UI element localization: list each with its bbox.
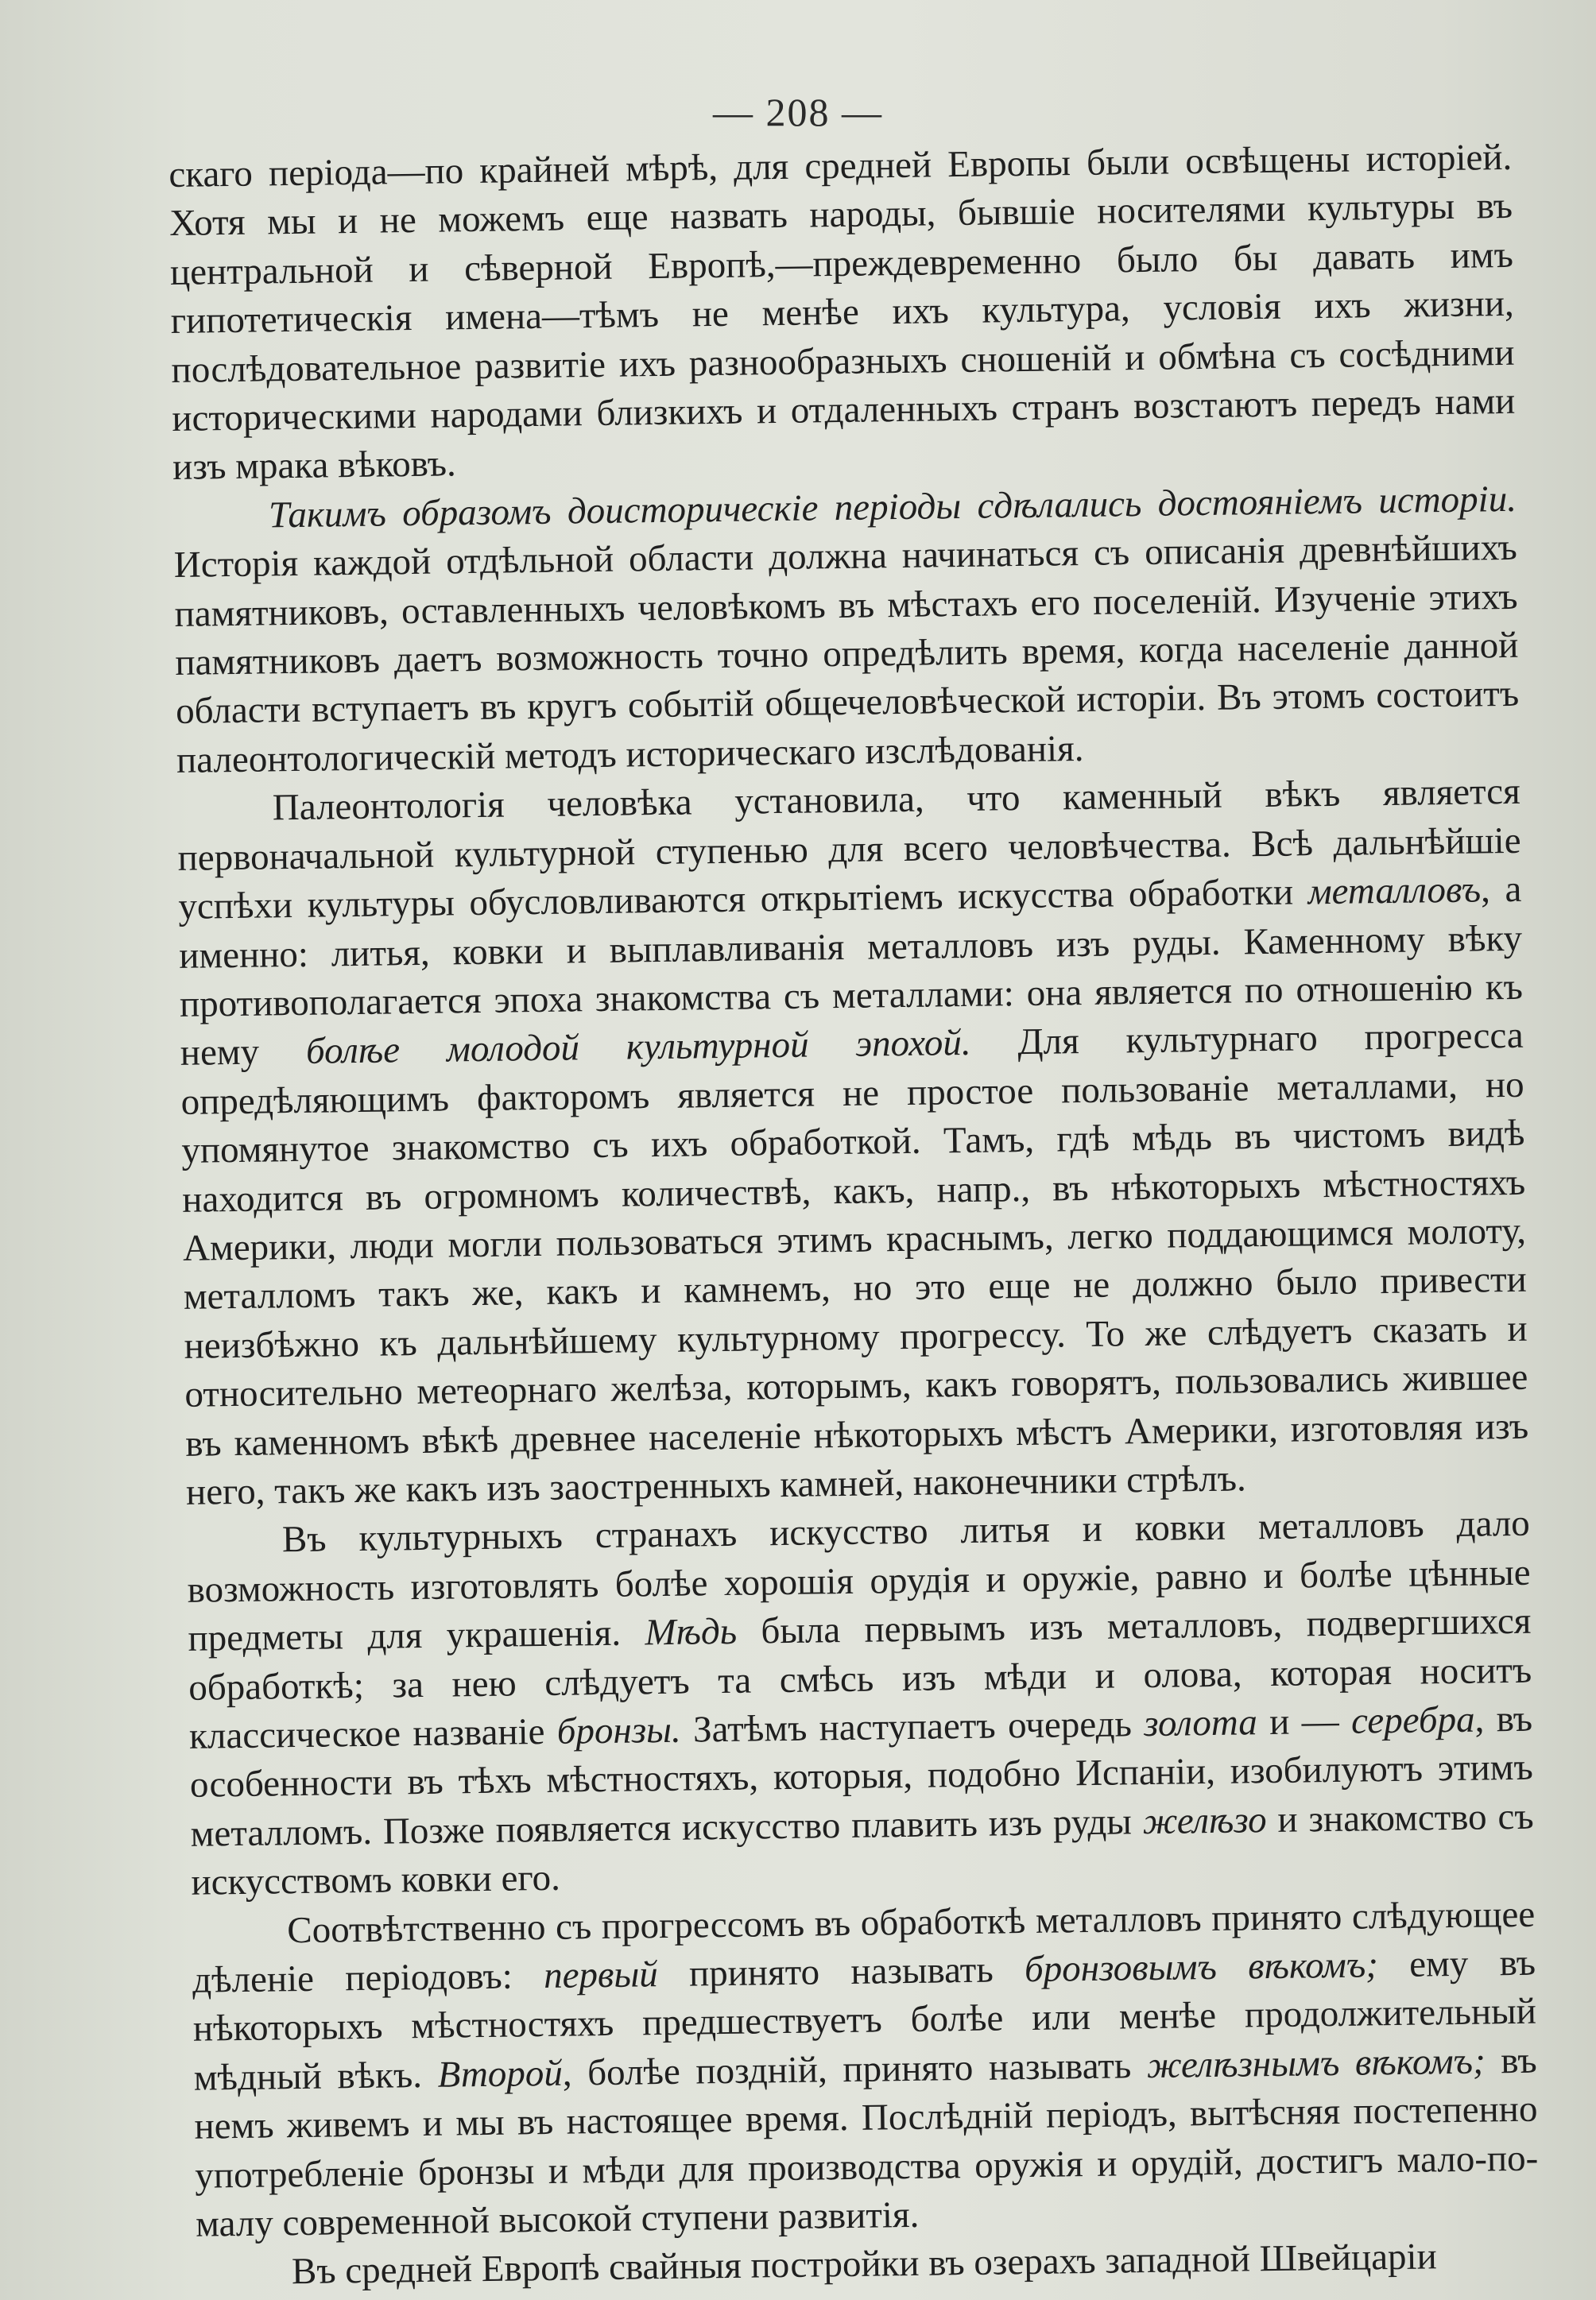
text-run: Въ культурныхъ странахъ искусство литья и ковки металловъ дало возможность изготовлять болѣе хорошія орудія и оружіе, равно и болѣе цѣнные предметы для украшенія.	[187, 1503, 1531, 1660]
text-run: Соотвѣтственно съ прогрессомъ въ обработкѣ металловъ принято слѣдующее дѣленіе періодовъ:	[192, 1893, 1536, 2001]
italic-run: болѣе молодой культурной эпохой.	[305, 1022, 971, 1073]
italic-run: первый	[543, 1953, 659, 1997]
text-run: , болѣе поздній, принято называть	[562, 2044, 1148, 2094]
text-run: въ немъ живемъ и мы въ настоящее время. Послѣдній періодъ, вытѣсняя постепенно употребленіе бронзы и мѣди для производства оружія и орудій, достигъ мало-по-малу современной высокой ступени развитія.	[194, 2039, 1539, 2245]
text-run: , въ особенности въ тѣхъ мѣстностяхъ, которыя, подобно Испаніи, изобилуютъ этимъ металломъ. Позже появляется искусство плавить изъ руды	[189, 1698, 1534, 1855]
text-run: была первымъ изъ металловъ, подвергшихся обработкѣ; за нею слѣдуетъ та смѣсь изъ мѣди и олова, которая носитъ классическое названіе	[188, 1600, 1532, 1757]
text-run: Палеонтологія человѣка установила, что каменный вѣкъ является первоначальной культурной ступенью для всего человѣчества. Всѣ дальнѣйшіе успѣхи культуры обусловливаются открытіемъ искусства обработки	[177, 771, 1521, 928]
italic-run: золота	[1143, 1702, 1258, 1745]
page-number: — 208 —	[713, 90, 883, 134]
italic-run: металловъ	[1307, 869, 1482, 913]
italic-run: бронзы.	[556, 1709, 682, 1752]
italic-run: Такимъ образомъ доисторическіе періоды сдѣлались достояніемъ исторіи.	[268, 478, 1517, 536]
italic-run: желѣзнымъ вѣкомъ;	[1146, 2040, 1486, 2086]
italic-run: желѣзо	[1142, 1799, 1267, 1842]
paragraph	[187, 1500, 1535, 1907]
paragraph	[173, 475, 1520, 786]
text-run: принято называть	[657, 1949, 1025, 1996]
paragraph	[192, 1890, 1539, 2249]
italic-run: бронзовымъ вѣкомъ;	[1024, 1944, 1379, 1991]
italic-run: серебра	[1350, 1698, 1475, 1742]
text-run: Въ средней Европѣ свайныя постройки въ озерахъ западной Швейцаріи	[291, 2236, 1438, 2293]
body-text	[169, 134, 1540, 2298]
text-run: , а именно: литья, ковки и выплавливанія металловъ изъ руды. Каменному вѣку противополагается эпоха знакомства съ металлами: она является по отношенію къ нему	[178, 868, 1524, 1074]
paragraph	[169, 134, 1516, 493]
text-run: ему въ нѣкоторыхъ мѣстностяхъ предшествуетъ болѣе или менѣе продолжительный мѣдный вѣкъ.	[192, 1942, 1537, 2099]
text-run: Для культурнаго прогресса опредѣляющимъ факторомъ является не простое пользованіе металлами, но упомянутое знакомство съ ихъ обработкой. Тамъ, гдѣ мѣдь въ чистомъ видѣ находится въ огромномъ количествѣ, какъ, напр., въ нѣкоторыхъ мѣстностяхъ Америки, люди могли пользоваться этимъ краснымъ, легко поддающимся молоту, металломъ такъ же, какъ и камнемъ, но это еще не должно было привести неизбѣжно къ дальнѣйшему культурному прогрессу. То же слѣдуетъ сказать и относительно метеорнаго желѣза, которымъ, какъ говорятъ, пользовались жившее въ каменномъ вѣкѣ древнее населеніе нѣкоторыхъ мѣстъ Америки, изготовляя изъ него, такъ же какъ изъ заостренныхъ камней, наконечники стрѣлъ.	[180, 1015, 1529, 1513]
text-run: скаго періода—по крайней мѣрѣ, для средней Европы были освѣщены исторіей. Хотя мы и не можемъ еще назвать народы, бывшіе носителями культуры въ центральной и сѣверной Европѣ,—преждевременно было бы давать имъ гипотетическія имена—тѣмъ не менѣе ихъ культура, условія ихъ жизни, послѣдовательное развитіе ихъ разнообразныхъ сношеній и обмѣна съ сосѣдними историческими народами близкихъ и отдаленныхъ странъ возстаютъ передъ нами изъ мрака вѣковъ.	[169, 136, 1516, 489]
text-run: и —	[1257, 1700, 1352, 1744]
italic-run: Мѣдь	[645, 1610, 738, 1654]
text-run: и знакомство съ искусствомъ ковки его.	[191, 1795, 1534, 1904]
text-run: Исторія каждой отдѣльной области должна начинаться съ описанія древнѣйшихъ памятниковъ, оставленныхъ человѣкомъ въ мѣстахъ его поселеній. Изученіе этихъ памятниковъ даетъ возможность точно опредѣлить время, когда населеніе данной области вступаетъ въ кругъ событій общечеловѣческой исторіи. Въ этомъ состоитъ палеонтологическій методъ историческаго изслѣдованія.	[173, 527, 1520, 781]
italic-run: Второй	[437, 2052, 564, 2096]
paragraph	[176, 768, 1529, 1517]
text-run: Затѣмъ наступаетъ очередь	[680, 1703, 1145, 1751]
